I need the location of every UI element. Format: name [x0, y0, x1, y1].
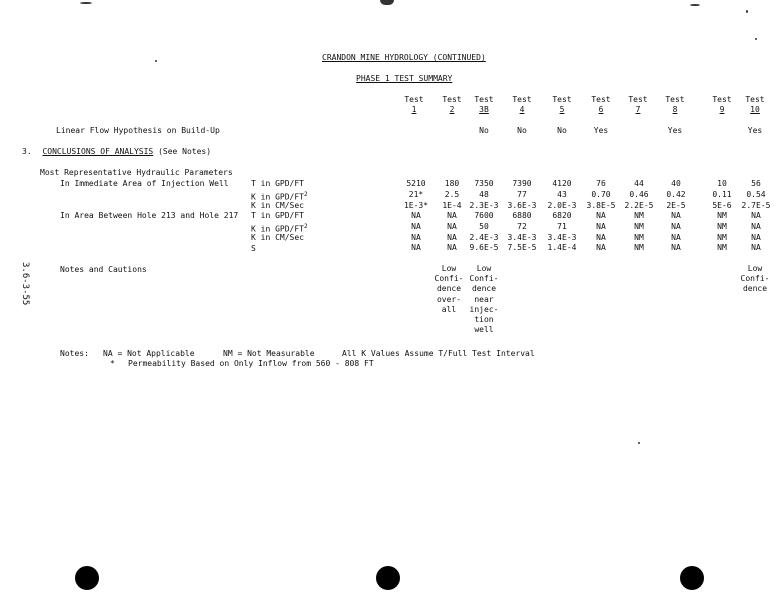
value-cell: 0.70 — [591, 189, 611, 199]
value-cell: 1.4E-4 — [547, 243, 577, 253]
value-cell: NM — [634, 232, 644, 242]
value-cell: NM — [717, 243, 727, 253]
value-cell: 2.5 — [444, 189, 460, 199]
value-cell: 7350 — [474, 179, 494, 188]
scan-mark — [690, 4, 700, 6]
test-header-label: Test — [442, 95, 462, 104]
notes-test2: Low Confi- dence over- all — [434, 264, 464, 314]
section-number: 3. — [22, 147, 32, 156]
test-header-label: Test — [591, 95, 611, 104]
notes-test3b: Low Confi- dence near injec- tion well — [469, 264, 499, 335]
linear-flow-value: No — [479, 126, 489, 135]
test-header-1 — [397, 95, 431, 115]
group1-label: In Immediate Area of Injection Well — [60, 179, 229, 188]
value-cell: NA — [411, 211, 421, 220]
test-header-number: 4 — [519, 105, 525, 114]
test-header-number: 3B — [479, 105, 489, 114]
value-cell: 2.4E-3 — [469, 232, 499, 242]
value-cell: 9.6E-5 — [469, 243, 499, 253]
value-cell: 48 — [479, 189, 489, 199]
value-cell: NA — [671, 211, 681, 220]
value-cell: NM — [717, 221, 727, 231]
value-cell: 71 — [557, 221, 567, 231]
notes-cautions-label: Notes and Cautions — [60, 265, 147, 274]
value-cell: 5E-6 — [712, 200, 732, 210]
test-header-label: Test — [552, 95, 572, 104]
value-cell: 40 — [671, 179, 681, 188]
value-cell: NA — [596, 232, 606, 242]
test-header-8 — [658, 95, 692, 115]
test-header-label: Test — [512, 95, 532, 104]
param-label: T in GPD/FT — [251, 211, 304, 220]
scan-mark — [638, 442, 640, 444]
value-cell: 3.4E-3 — [547, 232, 577, 242]
test-header-6 — [584, 95, 618, 115]
params-heading: Most Representative Hydraulic Parameters — [40, 168, 233, 177]
test-header-label: Test — [628, 95, 648, 104]
value-cell: NA — [596, 221, 606, 231]
test-header-9 — [705, 95, 739, 115]
test-header-number: 5 — [559, 105, 565, 114]
page-title: CRANDON MINE HYDROLOGY (CONTINUED) — [322, 53, 486, 62]
param-label: T in GPD/FT — [251, 179, 304, 188]
value-cell: 7390 — [512, 179, 532, 188]
notes-test10: Low Confi- dence — [740, 264, 770, 294]
value-cell: NA — [751, 243, 761, 253]
value-cell: 7.5E-5 — [507, 243, 537, 253]
scan-mark — [755, 38, 757, 40]
test-header-number: 7 — [635, 105, 641, 114]
value-cell: 76 — [596, 179, 606, 188]
value-cell: 2E-5 — [666, 200, 686, 210]
value-cell: 72 — [517, 221, 527, 231]
value-cell: NA — [447, 243, 457, 253]
test-header-2 — [435, 95, 469, 115]
test-header-number: 8 — [672, 105, 678, 114]
param-label: K in GPD/$FT^2$ — [251, 191, 308, 202]
value-cell: 43 — [557, 189, 567, 199]
test-header-number: 10 — [750, 105, 760, 114]
test-header-number: 6 — [598, 105, 604, 114]
value-cell: NA — [751, 221, 761, 231]
value-cell: 4120 — [552, 179, 572, 188]
group2-label: In Area Between Hole 213 and Hole 217 — [60, 211, 239, 220]
test-header-number: 9 — [719, 105, 725, 114]
param-label: K in CM/Sec — [251, 201, 304, 210]
value-cell: 2.3E-3 — [469, 200, 499, 210]
value-cell: NM — [634, 243, 644, 253]
linear-flow-value: Yes — [667, 126, 683, 135]
value-cell: NM — [634, 211, 644, 220]
value-cell: NM — [717, 232, 727, 242]
value-cell: 180 — [444, 179, 460, 188]
test-header-number: 1 — [411, 105, 417, 114]
value-cell: 2.0E-3 — [547, 200, 577, 210]
value-cell: 21* — [408, 189, 424, 199]
section-heading — [22, 146, 211, 157]
section-note: (See Notes) — [158, 147, 212, 156]
param-label: K in GPD/$FT^2$ — [251, 223, 308, 234]
scan-mark — [746, 10, 748, 13]
value-cell: 0.11 — [712, 189, 732, 199]
value-cell: 6820 — [552, 211, 572, 220]
test-header-3b — [467, 95, 501, 115]
value-cell: 1E-4 — [442, 200, 462, 210]
value-cell: NM — [717, 211, 727, 220]
value-cell: NA — [751, 232, 761, 242]
value-cell: 3.4E-3 — [507, 232, 537, 242]
value-cell: NA — [596, 243, 606, 253]
value-cell: 1E-3* — [403, 200, 429, 210]
value-cell: 3.6E-3 — [507, 200, 537, 210]
value-cell: NA — [411, 221, 421, 231]
scan-mark — [380, 0, 394, 5]
value-cell: 56 — [751, 179, 761, 188]
value-cell: 2.7E-5 — [741, 200, 771, 210]
value-cell: 6880 — [512, 211, 532, 220]
param-label: K in CM/Sec — [251, 233, 304, 242]
test-header-label: Test — [745, 95, 765, 104]
value-cell: NM — [634, 221, 644, 231]
test-header-4 — [505, 95, 539, 115]
value-cell: 5210 — [406, 179, 426, 188]
binder-hole — [376, 566, 400, 590]
value-cell: NA — [447, 232, 457, 242]
footer-notes-label: Notes: — [60, 349, 89, 358]
test-header-label: Test — [712, 95, 732, 104]
value-cell: NA — [751, 211, 761, 220]
linear-flow-value: Yes — [747, 126, 763, 135]
value-cell: 0.42 — [666, 189, 686, 199]
test-header-5 — [545, 95, 579, 115]
value-cell: NA — [671, 243, 681, 253]
linear-flow-value: No — [517, 126, 527, 135]
test-header-label: Test — [404, 95, 424, 104]
test-header-number: 2 — [449, 105, 455, 114]
value-cell: NA — [411, 232, 421, 242]
footer-nm: NM = Not Measurable — [223, 349, 315, 358]
value-cell: 3.8E-5 — [586, 200, 616, 210]
footer-star: * — [110, 359, 115, 368]
value-cell: 50 — [479, 221, 489, 231]
value-cell: NA — [447, 211, 457, 220]
linear-flow-label: Linear Flow Hypothesis on Build-Up — [56, 126, 220, 135]
test-header-label: Test — [665, 95, 685, 104]
value-cell: 10 — [717, 179, 727, 188]
value-cell: 0.46 — [629, 189, 649, 199]
value-cell: 2.2E-5 — [624, 200, 654, 210]
superscript: 2 — [303, 191, 308, 198]
binder-hole — [680, 566, 704, 590]
value-cell: NA — [671, 232, 681, 242]
test-header-7 — [621, 95, 655, 115]
value-cell: 0.54 — [746, 189, 766, 199]
superscript: 2 — [303, 223, 308, 230]
value-cell: NA — [411, 243, 421, 253]
footer-na: NA = Not Applicable — [103, 349, 195, 358]
footer-permeability: Permeability Based on Only Inflow from 560 - 808 FT — [128, 359, 374, 368]
section-title: CONCLUSIONS OF ANALYSIS — [42, 147, 154, 156]
page-subtitle: PHASE 1 TEST SUMMARY — [356, 74, 453, 83]
test-header-10 — [738, 95, 772, 115]
footer-k-assume: All K Values Assume T/Full Test Interval — [342, 349, 535, 358]
value-cell: 7600 — [474, 211, 494, 220]
value-cell: NA — [671, 221, 681, 231]
value-cell: NA — [447, 221, 457, 231]
binder-hole — [75, 566, 99, 590]
scan-mark — [155, 60, 157, 62]
value-cell: NA — [596, 211, 606, 220]
linear-flow-value: No — [557, 126, 567, 135]
param-label: S — [251, 244, 256, 253]
test-header-label: Test — [474, 95, 494, 104]
scan-mark — [80, 2, 92, 4]
linear-flow-value: Yes — [593, 126, 609, 135]
value-cell: 77 — [517, 189, 527, 199]
value-cell: 44 — [634, 179, 644, 188]
